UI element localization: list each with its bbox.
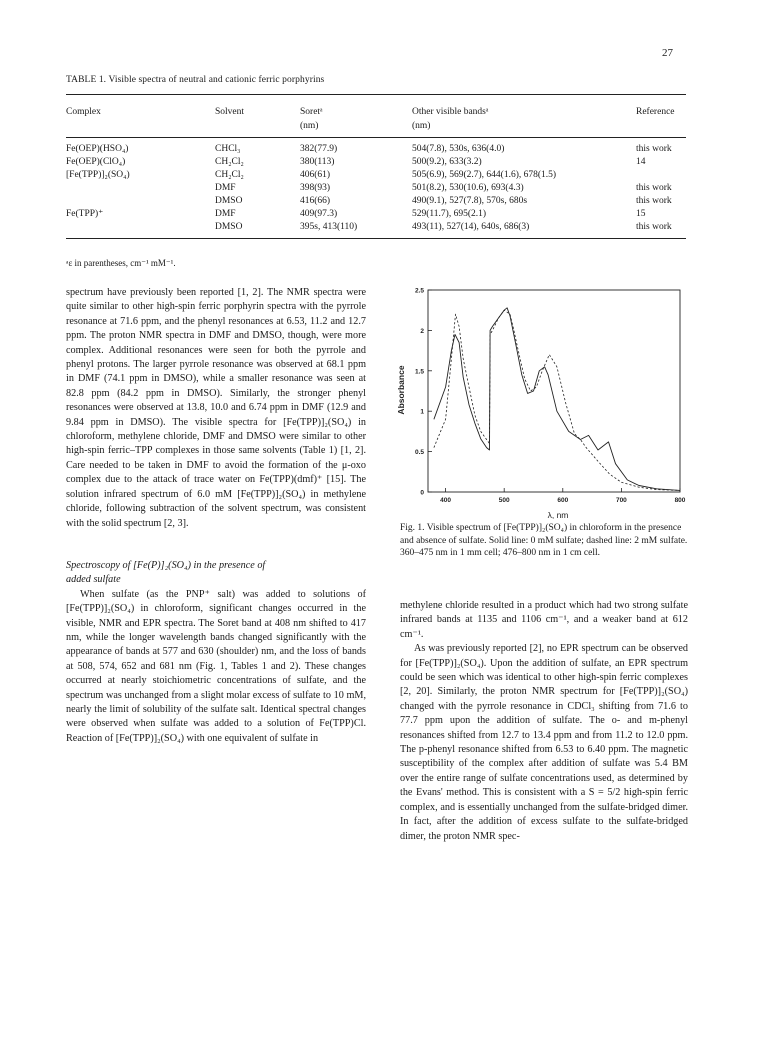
- table-cell-soret: 409(97.3): [300, 209, 338, 219]
- table-cell-solvent: CH₂Cl₂: [215, 157, 244, 167]
- page-number: 27: [662, 47, 673, 59]
- table-header-other-unit: (nm): [412, 121, 431, 131]
- table-cell-soret: 406(61): [300, 170, 331, 180]
- x-tick-label: 500: [498, 497, 510, 504]
- figure-1: [398, 282, 688, 520]
- table-cell-bands: 500(9.2), 633(3.2): [412, 157, 482, 167]
- paragraph: As was previously reported [2], no EPR spectrum can be observed for [Fe(TPP)]₂(SO₄). Upon the addition of sulfate, an EPR spectrum could be seen which was identical to other high-spin ferric complexes [2, 20]. Similarly, the proton NMR spectrum for [Fe(TPP)]₂(SO₄) changed with the pyrrole resonance in CDCl₃ shifting from 71.6 to 77.7 ppm upon the addition of sulfate. The o- and m-phenyl resonances shifted from 12.7 to 13.4 ppm and from 11.2 to 12.0 ppm. The p-phenyl resonance shifted from 6.53 to 6.40 ppm. The magnetic susceptibility of the complex after addition of sulfate was 5.4 BM over the entire range of sulfate concentrations used, as determined by the Evans' method. This is consistent with a S = 5/2 high-spin ferric complex, and is essentially unchanged from the sulfate-bridged dimer. In fact, after the addition of excess sulfate to the sulfate-bridged dimer, the proton NMR spec-: [400, 643, 688, 842]
- paragraph: methylene chloride resulted in a product which had two strong sulfate infrared bands at 1135 and 1106 cm⁻¹, and a weaker band at 612 cm⁻¹.: [400, 600, 688, 640]
- table-cell-soret: 416(66): [300, 196, 331, 206]
- table-cell-solvent: CH₂Cl₂: [215, 170, 244, 180]
- table-cell-reference: 15: [636, 209, 646, 219]
- right-column: [400, 599, 688, 844]
- table-cell-bands: 505(6.9), 569(2.7), 644(1.6), 678(1.5): [412, 170, 557, 180]
- series-line-dashed: [434, 310, 680, 490]
- table-cell-reference: this work: [636, 144, 672, 154]
- table-header-rule: [66, 137, 686, 138]
- series-line-solid: [434, 308, 680, 491]
- table-cell-reference: this work: [636, 222, 672, 232]
- y-tick-label: 0.5: [414, 449, 424, 457]
- y-tick-label: 1: [420, 408, 424, 416]
- y-tick-label: 1.5: [414, 368, 424, 376]
- x-tick-label: 600: [557, 497, 569, 504]
- table-cell-solvent: DMF: [215, 183, 236, 193]
- left-column: [66, 286, 366, 746]
- section-heading: Spectroscopy of [Fe(P)]₂(SO₄) in the presence of: [66, 559, 266, 571]
- table-cell-complex: [Fe(TPP)]₂(SO₄): [66, 170, 130, 180]
- table-cell-solvent: DMSO: [215, 222, 243, 232]
- x-tick-label: 400: [440, 497, 452, 504]
- table-cell-complex: Fe(OEP)(HSO₄): [66, 144, 129, 154]
- table-header-other: Other visible bandsᵃ: [412, 107, 489, 117]
- y-tick-label: 2.5: [414, 287, 424, 295]
- table-cell-solvent: CHCl₃: [215, 144, 241, 154]
- x-tick-label: 700: [615, 497, 627, 504]
- spectrum-chart: [398, 282, 688, 520]
- table-cell-bands: 490(9.1), 527(7.8), 570s, 680s: [412, 196, 528, 206]
- table-footnote: ᵃε in parentheses, cm⁻¹ mM⁻¹.: [66, 258, 176, 268]
- paragraph: spectrum have previously been reported [1, 2]. The NMR spectra were quite similar to other high-spin ferric porphyrin spectra with the pyrrole resonance at 71.6 ppm, and the phenyl resonances at 6.53, 11.2 and 12.7 ppm. The proton NMR spectra in DMF and DMSO, though, were more complex. Additional resonances were seen for both the pyrrole and phenyl protons. The larger pyrrole resonance was observed at 68.1 ppm in DMF (74.1 ppm in DMSO), while a smaller resonance was seen at 82.8 ppm (84.2 ppm in DMSO). Similarly, the stronger phenyl resonances were observed at 13.8, 10.0 and 6.74 ppm in DMF (12.9 and 9.84 ppm in DMSO). The visible spectra for [Fe(TPP)]₂(SO₄) in chloroform, methylene chloride, DMF and DMSO were similar to other high-spin ferric–TPP complexes in those same solvents (Table 1) [1, 2]. Care needed to be taken in DMF to avoid the formation of the μ-oxo complex due to the attack of trace water on Fe(TPP)(dmf)⁺ [15]. The solution infrared spectrum of 6.0 mM [Fe(TPP)]₂(SO₄) in methylene chloride, following subtraction of the solvent spectrum, was consistent with the solid spectrum [2, 3].: [66, 287, 366, 529]
- table-cell-bands: 504(7.8), 530s, 636(4.0): [412, 144, 505, 154]
- table-header-soret-unit: (nm): [300, 121, 319, 131]
- y-axis-label: Absorbance: [396, 365, 406, 415]
- table-header-complex: Complex: [66, 107, 101, 117]
- table-header-reference: Reference: [636, 107, 675, 117]
- table-cell-reference: this work: [636, 196, 672, 206]
- table-cell-soret: 382(77.9): [300, 144, 338, 154]
- table-bottom-rule: [66, 238, 686, 239]
- table-cell-soret: 398(93): [300, 183, 331, 193]
- table-top-rule: [66, 94, 686, 95]
- table-header-solvent: Solvent: [215, 107, 245, 117]
- table-cell-solvent: DMSO: [215, 196, 243, 206]
- y-tick-label: 0: [420, 489, 424, 497]
- section-heading-cont: added sulfate: [66, 574, 121, 586]
- table-cell-bands: 501(8.2), 530(10.6), 693(4.3): [412, 183, 524, 193]
- figure-caption: Fig. 1. Visible spectrum of [Fe(TPP)]₂(SO₄) in chloroform in the presence and absence of sulfate. Solid line: 0 mM sulfate; dashed line: 2 mM sulfate. 360–475 nm in 1 mm cell; 476–800 nm in 1 cm cell.: [400, 523, 688, 559]
- table-cell-bands: 529(11.7), 695(2.1): [412, 209, 487, 219]
- table-cell-reference: this work: [636, 183, 672, 193]
- table-cell-bands: 493(11), 527(14), 640s, 686(3): [412, 222, 530, 232]
- table-cell-soret: 380(113): [300, 157, 335, 167]
- table-header-soret: Soretᵃ: [300, 107, 323, 117]
- y-tick-label: 2: [420, 327, 424, 335]
- x-tick-label: 800: [674, 497, 686, 504]
- table-cell-solvent: DMF: [215, 209, 236, 219]
- table-cell-complex: Fe(OEP)(ClO₄): [66, 157, 126, 167]
- x-axis-label: λ, nm: [547, 510, 569, 520]
- table-cell-reference: 14: [636, 157, 646, 167]
- table-cell-soret: 395s, 413(110): [300, 222, 358, 232]
- table-caption: TABLE 1. Visible spectra of neutral and cationic ferric porphyrins: [66, 75, 325, 85]
- paragraph: When sulfate (as the PNP⁺ salt) was added to solutions of [Fe(TPP)]₂(SO₄) in chloroform, significant changes occurred in the visible, NMR and EPR spectra. The Soret band at 408 nm shifted to 417 nm, while the longer wavelength bands changed significantly with the appearance of bands at 577 and 630 (shoulder) nm, and the loss of bands at 508, 574, 652 and 681 nm (Fig. 1, Tables 1 and 2). These changes occurred at nearly stoichiometric concentrations of sulfate, and the spectrum was unchanged from a slight molar excess of sulfate to 10 mM, nearly the limit of solubility of the sulfate salt. Identical spectral changes were observed when sulfate was added to a solution of Fe(TPP)Cl. Reaction of [Fe(TPP)]₂(SO₄) with one equivalent of sulfate in: [66, 588, 366, 744]
- table-cell-complex: Fe(TPP)⁺: [66, 209, 104, 219]
